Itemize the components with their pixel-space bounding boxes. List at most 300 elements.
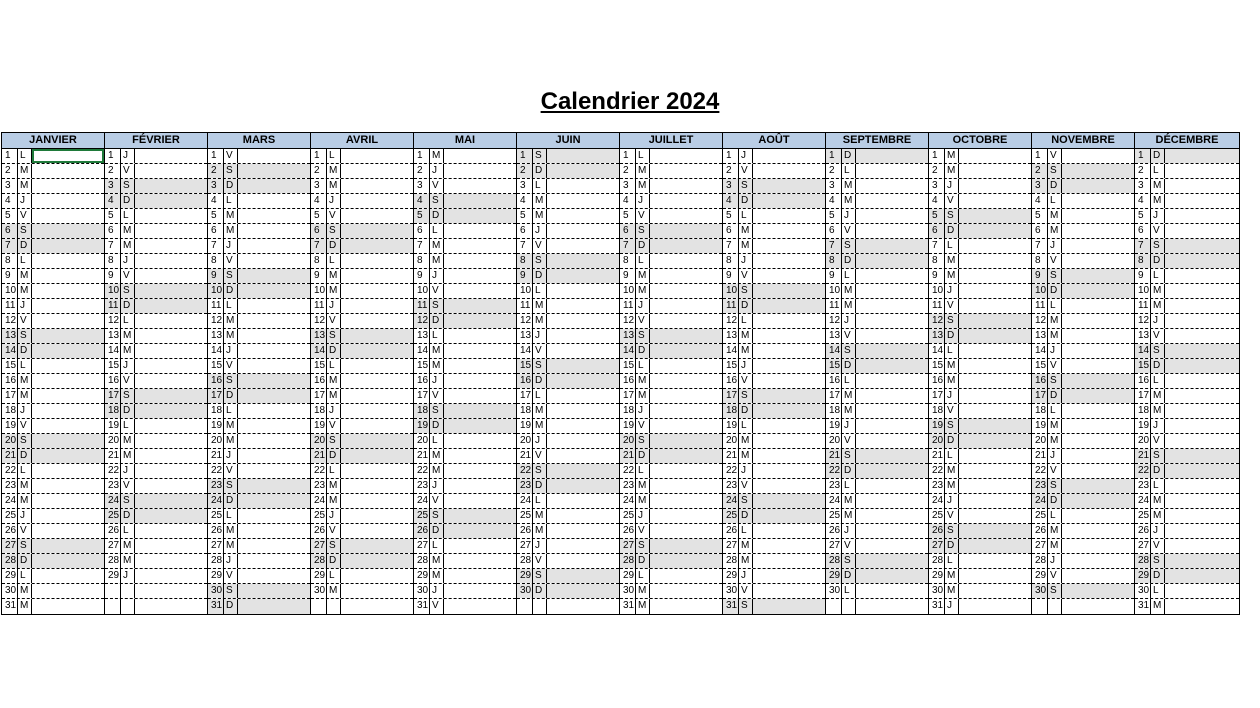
day-note-cell[interactable] — [32, 224, 104, 238]
day-note-cell[interactable] — [856, 269, 928, 283]
day-row[interactable] — [311, 524, 413, 539]
day-note-cell[interactable] — [32, 434, 104, 448]
day-row[interactable] — [517, 344, 619, 359]
day-note-cell[interactable] — [135, 254, 207, 268]
day-note-cell[interactable] — [1062, 539, 1134, 553]
day-note-cell[interactable] — [444, 404, 516, 418]
day-note-cell[interactable] — [650, 389, 722, 403]
day-note-cell[interactable] — [753, 194, 825, 208]
day-note-cell[interactable] — [547, 149, 619, 163]
day-row[interactable] — [105, 509, 207, 524]
day-note-cell[interactable] — [1165, 254, 1239, 268]
day-row[interactable] — [414, 389, 516, 404]
day-row[interactable] — [1032, 524, 1134, 539]
day-note-cell[interactable] — [959, 449, 1031, 463]
day-note-cell[interactable] — [650, 584, 722, 598]
day-note-cell[interactable] — [650, 599, 722, 614]
day-note-cell[interactable] — [753, 359, 825, 373]
day-note-cell[interactable] — [1165, 224, 1239, 238]
day-row[interactable] — [826, 194, 928, 209]
day-note-cell[interactable] — [650, 254, 722, 268]
day-row[interactable] — [1032, 449, 1134, 464]
day-note-cell[interactable] — [650, 299, 722, 313]
day-row[interactable] — [620, 569, 722, 584]
day-row[interactable] — [723, 389, 825, 404]
day-note-cell[interactable] — [444, 344, 516, 358]
day-row[interactable] — [414, 164, 516, 179]
day-note-cell[interactable] — [1165, 464, 1239, 478]
day-row[interactable] — [620, 179, 722, 194]
day-row[interactable] — [311, 479, 413, 494]
day-note-cell[interactable] — [1165, 374, 1239, 388]
day-row[interactable] — [1135, 314, 1239, 329]
day-note-cell[interactable] — [32, 389, 104, 403]
day-row[interactable] — [208, 269, 310, 284]
day-row[interactable] — [2, 374, 104, 389]
day-row[interactable] — [1032, 194, 1134, 209]
day-row[interactable] — [723, 344, 825, 359]
day-note-cell[interactable] — [135, 389, 207, 403]
day-row[interactable] — [105, 314, 207, 329]
day-row[interactable] — [1032, 359, 1134, 374]
day-note-cell[interactable] — [650, 404, 722, 418]
day-row[interactable] — [620, 449, 722, 464]
day-note-cell[interactable] — [444, 269, 516, 283]
day-note-cell[interactable] — [238, 479, 310, 493]
day-note-cell[interactable] — [753, 389, 825, 403]
day-note-cell[interactable] — [135, 509, 207, 523]
day-note-cell[interactable] — [135, 584, 207, 598]
day-note-cell[interactable] — [753, 344, 825, 358]
day-row[interactable] — [2, 359, 104, 374]
day-note-cell[interactable] — [753, 479, 825, 493]
day-row[interactable] — [723, 479, 825, 494]
day-row[interactable] — [311, 299, 413, 314]
day-row[interactable] — [105, 179, 207, 194]
day-note-cell[interactable] — [135, 194, 207, 208]
day-note-cell[interactable] — [753, 164, 825, 178]
day-row[interactable] — [1032, 314, 1134, 329]
day-note-cell[interactable] — [856, 194, 928, 208]
day-row[interactable] — [723, 179, 825, 194]
day-row[interactable] — [105, 194, 207, 209]
day-row[interactable] — [2, 254, 104, 269]
day-note-cell[interactable] — [547, 344, 619, 358]
day-row[interactable] — [1032, 239, 1134, 254]
day-note-cell[interactable] — [856, 179, 928, 193]
day-row[interactable] — [723, 554, 825, 569]
day-row[interactable] — [105, 599, 207, 614]
day-row[interactable] — [517, 209, 619, 224]
day-row[interactable] — [1032, 209, 1134, 224]
day-note-cell[interactable] — [650, 449, 722, 463]
day-note-cell[interactable] — [753, 584, 825, 598]
day-row[interactable] — [1135, 539, 1239, 554]
day-note-cell[interactable] — [547, 164, 619, 178]
day-row[interactable] — [2, 494, 104, 509]
day-note-cell[interactable] — [238, 449, 310, 463]
day-row[interactable] — [620, 329, 722, 344]
day-note-cell[interactable] — [444, 374, 516, 388]
day-row[interactable] — [517, 284, 619, 299]
day-row[interactable] — [2, 584, 104, 599]
day-row[interactable] — [826, 254, 928, 269]
day-note-cell[interactable] — [341, 344, 413, 358]
day-row[interactable] — [1135, 464, 1239, 479]
day-row[interactable] — [311, 419, 413, 434]
day-note-cell[interactable] — [547, 299, 619, 313]
day-row[interactable] — [517, 389, 619, 404]
day-note-cell[interactable] — [32, 419, 104, 433]
day-note-cell[interactable] — [32, 449, 104, 463]
day-note-cell[interactable] — [1062, 149, 1134, 163]
day-row[interactable] — [1032, 269, 1134, 284]
day-note-cell[interactable] — [959, 254, 1031, 268]
day-note-cell[interactable] — [238, 329, 310, 343]
day-note-cell[interactable] — [959, 164, 1031, 178]
day-row[interactable] — [929, 359, 1031, 374]
day-note-cell[interactable] — [959, 359, 1031, 373]
day-note-cell[interactable] — [32, 284, 104, 298]
day-note-cell[interactable] — [1062, 584, 1134, 598]
day-note-cell[interactable] — [135, 569, 207, 583]
day-row[interactable] — [517, 359, 619, 374]
day-note-cell[interactable] — [1165, 209, 1239, 223]
day-row[interactable] — [620, 209, 722, 224]
day-note-cell[interactable] — [547, 479, 619, 493]
day-row[interactable] — [208, 164, 310, 179]
day-note-cell[interactable] — [856, 299, 928, 313]
day-note-cell[interactable] — [238, 509, 310, 523]
day-note-cell[interactable] — [1165, 299, 1239, 313]
day-note-cell[interactable] — [1165, 509, 1239, 523]
day-row[interactable] — [2, 539, 104, 554]
day-row[interactable] — [723, 539, 825, 554]
day-note-cell[interactable] — [856, 374, 928, 388]
day-row[interactable] — [105, 554, 207, 569]
day-note-cell[interactable] — [1062, 479, 1134, 493]
day-note-cell[interactable] — [1062, 194, 1134, 208]
day-row[interactable] — [1032, 254, 1134, 269]
day-note-cell[interactable] — [341, 464, 413, 478]
day-note-cell[interactable] — [650, 374, 722, 388]
day-note-cell[interactable] — [856, 524, 928, 538]
day-note-cell[interactable] — [238, 194, 310, 208]
day-row[interactable] — [208, 329, 310, 344]
day-row[interactable] — [929, 419, 1031, 434]
day-row[interactable] — [414, 179, 516, 194]
day-row[interactable] — [1135, 164, 1239, 179]
day-note-cell[interactable] — [1165, 314, 1239, 328]
day-note-cell[interactable] — [32, 569, 104, 583]
day-row[interactable] — [929, 239, 1031, 254]
day-note-cell[interactable] — [341, 554, 413, 568]
day-row[interactable] — [517, 449, 619, 464]
day-row[interactable] — [1135, 569, 1239, 584]
day-note-cell[interactable] — [1062, 359, 1134, 373]
day-note-cell[interactable] — [341, 164, 413, 178]
day-note-cell[interactable] — [1165, 359, 1239, 373]
day-note-cell[interactable] — [753, 239, 825, 253]
day-note-cell[interactable] — [1062, 434, 1134, 448]
day-note-cell[interactable] — [753, 224, 825, 238]
day-row[interactable] — [929, 284, 1031, 299]
day-note-cell[interactable] — [238, 404, 310, 418]
day-row[interactable] — [105, 374, 207, 389]
day-row[interactable] — [2, 209, 104, 224]
day-row[interactable] — [723, 314, 825, 329]
day-note-cell[interactable] — [444, 239, 516, 253]
day-row[interactable] — [105, 269, 207, 284]
day-note-cell[interactable] — [238, 359, 310, 373]
day-row[interactable] — [311, 404, 413, 419]
day-row[interactable] — [826, 464, 928, 479]
day-note-cell[interactable] — [135, 524, 207, 538]
day-row[interactable] — [517, 554, 619, 569]
day-note-cell[interactable] — [1062, 164, 1134, 178]
day-row[interactable] — [929, 404, 1031, 419]
day-note-cell[interactable] — [650, 479, 722, 493]
day-row[interactable] — [1032, 554, 1134, 569]
day-note-cell[interactable] — [341, 359, 413, 373]
day-row[interactable] — [1032, 509, 1134, 524]
day-row[interactable] — [414, 494, 516, 509]
day-row[interactable] — [723, 569, 825, 584]
day-note-cell[interactable] — [650, 149, 722, 163]
day-note-cell[interactable] — [32, 554, 104, 568]
day-note-cell[interactable] — [444, 494, 516, 508]
day-note-cell[interactable] — [856, 509, 928, 523]
day-row[interactable] — [311, 149, 413, 164]
day-row[interactable] — [1135, 389, 1239, 404]
day-note-cell[interactable] — [753, 434, 825, 448]
day-note-cell[interactable] — [959, 479, 1031, 493]
day-row[interactable] — [826, 359, 928, 374]
day-note-cell[interactable] — [341, 494, 413, 508]
day-note-cell[interactable] — [444, 164, 516, 178]
day-note-cell[interactable] — [341, 599, 413, 614]
day-row[interactable] — [723, 254, 825, 269]
day-row[interactable] — [620, 224, 722, 239]
day-row[interactable] — [723, 404, 825, 419]
day-note-cell[interactable] — [238, 254, 310, 268]
day-note-cell[interactable] — [444, 254, 516, 268]
day-row[interactable] — [105, 569, 207, 584]
day-row[interactable] — [2, 434, 104, 449]
day-row[interactable] — [1135, 374, 1239, 389]
day-row[interactable] — [2, 449, 104, 464]
day-note-cell[interactable] — [341, 179, 413, 193]
day-row[interactable] — [929, 299, 1031, 314]
day-note-cell[interactable] — [650, 329, 722, 343]
day-note-cell[interactable] — [959, 194, 1031, 208]
day-row[interactable] — [105, 284, 207, 299]
day-note-cell[interactable] — [856, 419, 928, 433]
day-row[interactable] — [311, 194, 413, 209]
day-row[interactable] — [826, 224, 928, 239]
day-row[interactable] — [208, 449, 310, 464]
day-row[interactable] — [517, 224, 619, 239]
day-row[interactable] — [208, 434, 310, 449]
day-row[interactable] — [208, 194, 310, 209]
day-note-cell[interactable] — [1062, 269, 1134, 283]
day-row[interactable] — [826, 524, 928, 539]
day-row[interactable] — [208, 314, 310, 329]
day-row[interactable] — [1135, 599, 1239, 614]
day-note-cell[interactable] — [32, 254, 104, 268]
day-row[interactable] — [311, 509, 413, 524]
day-row[interactable] — [1032, 584, 1134, 599]
day-note-cell[interactable] — [1165, 449, 1239, 463]
day-row[interactable] — [208, 254, 310, 269]
day-row[interactable] — [517, 149, 619, 164]
day-row[interactable] — [208, 479, 310, 494]
day-row[interactable] — [1135, 479, 1239, 494]
day-note-cell[interactable] — [1062, 419, 1134, 433]
day-row[interactable] — [2, 524, 104, 539]
day-row[interactable] — [1032, 329, 1134, 344]
day-row[interactable] — [414, 449, 516, 464]
day-note-cell[interactable] — [135, 434, 207, 448]
day-row[interactable] — [105, 539, 207, 554]
day-row[interactable] — [826, 299, 928, 314]
day-note-cell[interactable] — [856, 599, 928, 614]
day-row[interactable] — [929, 584, 1031, 599]
day-note-cell[interactable] — [135, 539, 207, 553]
day-row[interactable] — [826, 404, 928, 419]
day-row[interactable] — [105, 359, 207, 374]
day-note-cell[interactable] — [444, 524, 516, 538]
day-row[interactable] — [1032, 539, 1134, 554]
day-row[interactable] — [929, 269, 1031, 284]
day-note-cell[interactable] — [1165, 584, 1239, 598]
day-row[interactable] — [826, 329, 928, 344]
day-row[interactable] — [1135, 329, 1239, 344]
day-row[interactable] — [105, 299, 207, 314]
day-note-cell[interactable] — [1062, 554, 1134, 568]
day-row[interactable] — [1032, 374, 1134, 389]
day-row[interactable] — [929, 524, 1031, 539]
day-row[interactable] — [311, 389, 413, 404]
day-note-cell[interactable] — [238, 434, 310, 448]
day-note-cell[interactable] — [1165, 419, 1239, 433]
day-note-cell[interactable] — [753, 374, 825, 388]
day-note-cell[interactable] — [753, 524, 825, 538]
day-row[interactable] — [723, 374, 825, 389]
day-row[interactable] — [723, 449, 825, 464]
day-row[interactable] — [2, 179, 104, 194]
day-row[interactable] — [826, 449, 928, 464]
day-row[interactable] — [311, 554, 413, 569]
day-row[interactable] — [2, 224, 104, 239]
day-row[interactable] — [929, 164, 1031, 179]
day-note-cell[interactable] — [444, 569, 516, 583]
day-note-cell[interactable] — [856, 554, 928, 568]
day-row[interactable] — [517, 599, 619, 614]
day-note-cell[interactable] — [856, 494, 928, 508]
day-note-cell[interactable] — [444, 449, 516, 463]
day-note-cell[interactable] — [341, 404, 413, 418]
day-row[interactable] — [208, 494, 310, 509]
day-row[interactable] — [929, 554, 1031, 569]
day-note-cell[interactable] — [32, 359, 104, 373]
day-row[interactable] — [2, 464, 104, 479]
day-row[interactable] — [620, 434, 722, 449]
day-note-cell[interactable] — [1165, 389, 1239, 403]
day-row[interactable] — [620, 464, 722, 479]
day-row[interactable] — [723, 164, 825, 179]
day-row[interactable] — [723, 464, 825, 479]
day-row[interactable] — [517, 479, 619, 494]
day-row[interactable] — [311, 209, 413, 224]
day-row[interactable] — [1135, 509, 1239, 524]
day-row[interactable] — [517, 164, 619, 179]
day-row[interactable] — [414, 524, 516, 539]
day-note-cell[interactable] — [135, 314, 207, 328]
day-row[interactable] — [517, 329, 619, 344]
day-note-cell[interactable] — [32, 584, 104, 598]
day-note-cell[interactable] — [238, 239, 310, 253]
day-note-cell[interactable] — [547, 449, 619, 463]
day-row[interactable] — [517, 269, 619, 284]
day-note-cell[interactable] — [856, 209, 928, 223]
day-note-cell[interactable] — [753, 554, 825, 568]
day-note-cell[interactable] — [444, 224, 516, 238]
day-note-cell[interactable] — [1062, 569, 1134, 583]
day-row[interactable] — [620, 299, 722, 314]
day-note-cell[interactable] — [32, 329, 104, 343]
day-note-cell[interactable] — [959, 329, 1031, 343]
day-row[interactable] — [620, 539, 722, 554]
day-note-cell[interactable] — [32, 164, 104, 178]
day-note-cell[interactable] — [753, 179, 825, 193]
day-row[interactable] — [311, 314, 413, 329]
day-row[interactable] — [1032, 299, 1134, 314]
day-note-cell[interactable] — [341, 539, 413, 553]
day-row[interactable] — [1135, 194, 1239, 209]
day-row[interactable] — [105, 449, 207, 464]
day-note-cell[interactable] — [135, 299, 207, 313]
day-row[interactable] — [1032, 164, 1134, 179]
day-note-cell[interactable] — [238, 524, 310, 538]
day-note-cell[interactable] — [238, 599, 310, 614]
day-note-cell[interactable] — [1165, 149, 1239, 163]
day-row[interactable] — [517, 539, 619, 554]
day-row[interactable] — [723, 509, 825, 524]
day-row[interactable] — [105, 224, 207, 239]
day-row[interactable] — [414, 314, 516, 329]
day-row[interactable] — [723, 359, 825, 374]
day-row[interactable] — [620, 194, 722, 209]
day-note-cell[interactable] — [547, 254, 619, 268]
day-note-cell[interactable] — [1165, 524, 1239, 538]
day-row[interactable] — [2, 404, 104, 419]
day-note-cell[interactable] — [650, 539, 722, 553]
day-row[interactable] — [929, 494, 1031, 509]
day-note-cell[interactable] — [135, 599, 207, 614]
day-row[interactable] — [620, 389, 722, 404]
day-row[interactable] — [826, 239, 928, 254]
day-note-cell[interactable] — [547, 239, 619, 253]
day-row[interactable] — [414, 539, 516, 554]
day-row[interactable] — [929, 509, 1031, 524]
day-row[interactable] — [723, 284, 825, 299]
day-row[interactable] — [414, 419, 516, 434]
day-row[interactable] — [311, 269, 413, 284]
day-row[interactable] — [826, 179, 928, 194]
day-row[interactable] — [414, 434, 516, 449]
day-note-cell[interactable] — [959, 344, 1031, 358]
